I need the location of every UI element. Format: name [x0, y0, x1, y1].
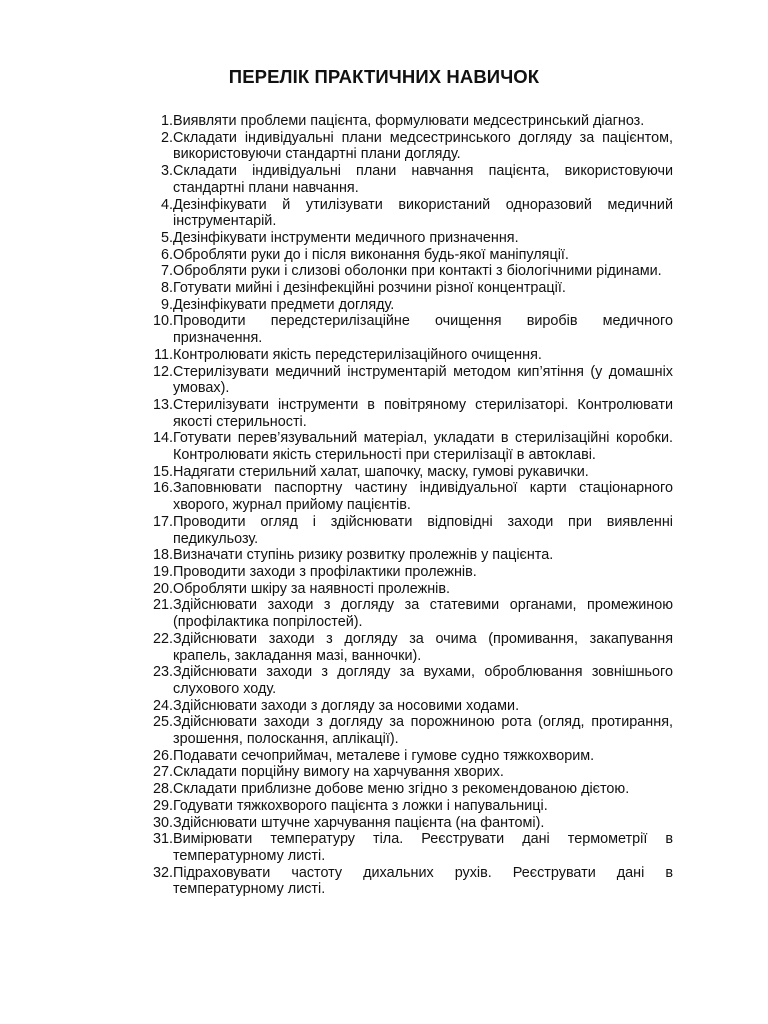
- list-item-text: Стерилізувати інструменти в повітряному стерилізаторі. Контролювати якості стерильності.: [173, 396, 673, 430]
- list-item: [143, 664, 673, 697]
- list-item: [143, 698, 673, 715]
- list-item: [143, 313, 673, 346]
- list-item-number: 11.: [154, 346, 173, 363]
- list-item: [143, 564, 673, 581]
- list-item: [143, 865, 673, 898]
- list-item: [143, 297, 673, 314]
- list-item-number: 14.: [152, 430, 173, 447]
- list-item: [143, 831, 673, 864]
- list-item: [143, 397, 673, 430]
- list-item-number: 17.: [152, 513, 173, 530]
- list-item: [143, 263, 673, 280]
- list-item: [143, 798, 673, 815]
- list-item-number: 1.: [160, 113, 173, 129]
- list-item: [143, 430, 673, 463]
- list-item-text: Подавати сечоприймач, металеве і гумове судно тяжкохворим.: [173, 747, 595, 764]
- list-item-number: 23.: [152, 664, 173, 681]
- list-item-text: Дезінфікувати й утилізувати використаний одноразовий медичний інструментарій.: [173, 196, 673, 230]
- list-item-number: 3.: [160, 163, 173, 180]
- list-item-number: 32.: [152, 864, 173, 881]
- list-item: [143, 197, 673, 230]
- list-item-number: 4.: [160, 196, 173, 213]
- list-item: [143, 714, 673, 747]
- list-item-number: 15.: [152, 463, 173, 480]
- list-item-text: Готувати перев’язувальний матеріал, укладати в стерилізаційні коробки. Контролювати якість стерильності при стерилізації в автоклаві.: [173, 430, 673, 464]
- list-item-number: 21.: [152, 597, 173, 614]
- list-item-number: 9.: [160, 296, 173, 313]
- list-item-number: 5.: [160, 229, 173, 246]
- list-item-number: 12.: [152, 363, 173, 380]
- list-item-number: 13.: [152, 396, 173, 413]
- list-item: [143, 748, 673, 765]
- list-item-text: Обробляти руки і слизові оболонки при контакті з біологічними рідинами.: [173, 263, 662, 280]
- list-item-text: Дезінфікувати предмети догляду.: [173, 296, 395, 313]
- list-item-number: 2.: [160, 129, 173, 146]
- list-item: [143, 480, 673, 513]
- list-item: [143, 781, 673, 798]
- list-item-number: 22.: [152, 630, 173, 647]
- list-item-text: Заповнювати паспортну частину індивідуальної карти стаціонарного хворого, журнал прийому пацієнтів.: [173, 480, 673, 514]
- list-item-text: Готувати мийні і дезінфекційні розчини різної концентрації.: [173, 280, 566, 297]
- list-item-text: Здійснювати заходи з догляду за порожниною рота (огляд, протирання, зрошення, полоскання, аплікації).: [173, 714, 673, 748]
- list-item-text: Здійснювати штучне харчування пацієнта (на фантомі).: [173, 814, 545, 831]
- list-item-text: Проводити заходи з профілактики пролежнів.: [173, 563, 477, 580]
- list-item-text: Складати порційну вимогу на харчування хворих.: [173, 764, 504, 781]
- list-item-number: 27.: [152, 764, 173, 781]
- list-item-text: Проводити передстерилізаційне очищення виробів медичного призначення.: [173, 313, 673, 347]
- list-item: [143, 247, 673, 264]
- list-item-text: Складати приблизне добове меню згідно з рекомендованою дієтою.: [173, 781, 630, 798]
- list-item-number: 29.: [152, 797, 173, 814]
- skills-list: [143, 113, 673, 898]
- list-item: [143, 130, 673, 163]
- list-item-text: Надягати стерильний халат, шапочку, маску, гумові рукавички.: [173, 463, 589, 480]
- list-item-number: 16.: [152, 480, 173, 497]
- list-item: [143, 464, 673, 481]
- list-item: [143, 163, 673, 196]
- list-item-number: 31.: [152, 831, 173, 848]
- list-item-number: 10.: [152, 313, 173, 330]
- list-item-text: Здійснювати заходи з догляду за вухами, оброблювання зовнішнього слухового ходу.: [173, 664, 673, 697]
- list-item-text: Здійснювати заходи з догляду за носовими ходами.: [173, 697, 520, 714]
- list-item-text: Визначати ступінь ризику розвитку пролежнів у пацієнта.: [173, 547, 554, 564]
- page-title: ПЕРЕЛІК ПРАКТИЧНИХ НАВИЧОК: [228, 66, 540, 87]
- list-item-text: Вимірювати температуру тіла. Реєструвати дані термометрії в температурному листі.: [173, 831, 673, 864]
- list-item-number: 7.: [160, 263, 173, 280]
- list-item-number: 24.: [152, 697, 173, 714]
- list-item: [143, 113, 673, 130]
- list-item-text: Обробляти руки до і після виконання будь-якої маніпуляції.: [173, 246, 569, 263]
- list-item: [143, 581, 673, 598]
- list-item: [143, 347, 673, 364]
- list-item: [143, 597, 673, 630]
- list-item-text: Стерилізувати медичний інструментарій методом кип’ятіння (у домашніх умовах).: [173, 363, 673, 397]
- list-item-text: Обробляти шкіру за наявності пролежнів.: [173, 580, 450, 597]
- list-item: [143, 230, 673, 247]
- list-item: [143, 514, 673, 547]
- list-item: [143, 280, 673, 297]
- list-item-number: 28.: [152, 781, 173, 798]
- list-item-text: Годувати тяжкохворого пацієнта з ложки і напувальниці.: [173, 797, 548, 814]
- list-item: [143, 631, 673, 664]
- list-item-text: Виявляти проблеми пацієнта, формулювати медсестринський діагноз.: [173, 113, 645, 129]
- list-item-number: 8.: [160, 280, 173, 297]
- list-item-text: Дезінфікувати інструменти медичного призначення.: [173, 229, 519, 246]
- list-item-text: Складати індивідуальні плани медсестринського догляду за пацієнтом, використовуючи стандартні плани догляду.: [173, 129, 673, 163]
- list-item-text: Контролювати якість передстерилізаційного очищення.: [173, 346, 542, 363]
- list-item-text: Проводити огляд і здійснювати відповідні заходи при виявленні педикульозу.: [173, 513, 673, 547]
- list-item-number: 20.: [152, 580, 173, 597]
- list-item-text: Складати індивідуальні плани навчання пацієнта, використовуючи стандартні плани навчання.: [173, 163, 673, 196]
- list-item-text: Здійснювати заходи з догляду за статевими органами, промежиною (профілактика попрілостей).: [173, 597, 673, 631]
- list-item-text: Підраховувати частоту дихальних рухів. Реєструвати дані в температурному листі.: [173, 864, 673, 898]
- list-item-number: 18.: [152, 547, 173, 564]
- list-item-number: 26.: [152, 747, 173, 764]
- list-item-text: Здійснювати заходи з догляду за очима (промивання, закапування крапель, закладання мазі, ванночки).: [173, 630, 673, 664]
- list-item-number: 30.: [152, 814, 173, 831]
- list-item: [143, 364, 673, 397]
- list-item-number: 19.: [152, 563, 173, 580]
- list-item: [143, 764, 673, 781]
- list-item-number: 6.: [160, 246, 173, 263]
- list-item-number: 25.: [152, 714, 173, 731]
- list-item: [143, 547, 673, 564]
- list-item: [143, 815, 673, 832]
